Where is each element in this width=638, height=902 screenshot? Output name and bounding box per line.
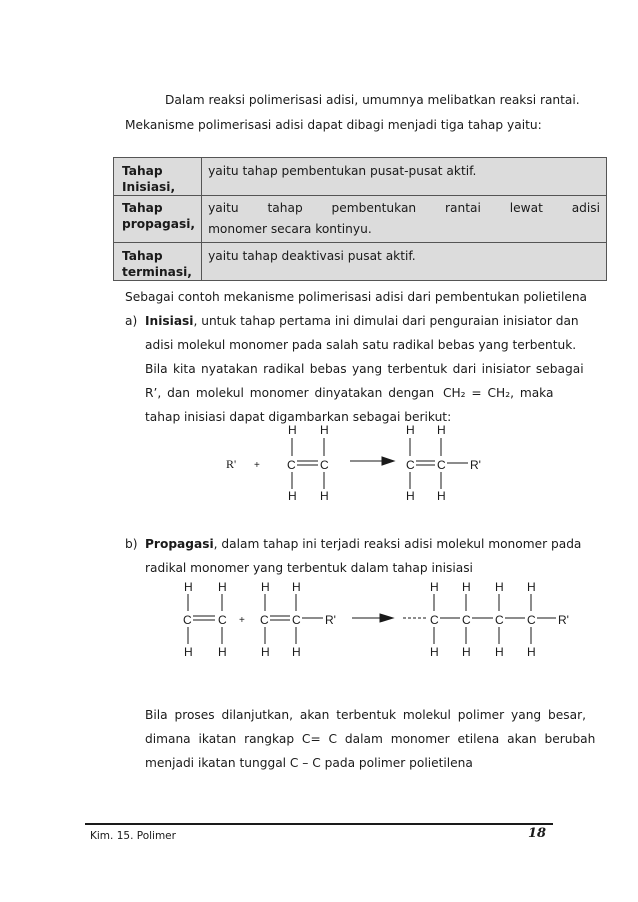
hydrogen-label: H	[527, 645, 536, 659]
footer-module-label: Kim. 15. Polimer	[90, 830, 176, 842]
hydrogen-label: H	[462, 580, 471, 594]
hydrogen-label: H	[495, 580, 504, 594]
step-term: Tahap Inisiasi,	[114, 158, 202, 196]
carbon-label: C	[462, 613, 471, 627]
carbon-label: C	[292, 613, 301, 627]
item-a-line-1-rest: , untuk tahap pertama ini dimulai dari penguraian inisiator dan	[193, 314, 579, 328]
hydrogen-label: H	[406, 489, 415, 503]
carbon-label: C	[287, 458, 296, 472]
ethylene-monomer	[183, 580, 227, 659]
example-lead: Sebagai contoh mekanisme polimerisasi adisi dari pembentukan polietilena	[125, 290, 588, 304]
closing-line-1: Bila proses dilanjutkan, akan terbentuk molekul polimer yang besar,	[145, 708, 586, 722]
radical-r-label: R'	[226, 457, 237, 471]
item-a-line-4a: R’, dan molekul monomer dinyatakan dengan	[145, 386, 435, 400]
carbon-label: C	[437, 458, 446, 472]
item-a-line-3: Bila kita nyatakan radikal bebas yang terbentuk dari inisiator sebagai	[145, 362, 584, 376]
radical-monomer	[260, 580, 336, 659]
closing-line-3: menjadi ikatan tunggal C – C pada polimer polietilena	[145, 756, 473, 770]
step-term: Tahap terminasi,	[114, 243, 202, 281]
radical-r-label: R'	[470, 458, 481, 472]
carbon-label: C	[183, 613, 192, 627]
carbon-label: C	[495, 613, 504, 627]
hydrogen-label: H	[437, 489, 446, 503]
hydrogen-label: H	[430, 580, 439, 594]
carbon-label: C	[218, 613, 227, 627]
carbon-label: C	[430, 613, 439, 627]
hydrogen-label: H	[218, 645, 227, 659]
carbon-label: C	[527, 613, 536, 627]
step-desc-line: monomer secara kontinyu.	[208, 222, 372, 236]
word: yaitu tahap pembentukan rantai lewat adisi	[208, 201, 601, 215]
hydrogen-label: H	[292, 580, 301, 594]
hydrogen-label: H	[495, 645, 504, 659]
hydrogen-label: H	[184, 645, 193, 659]
hydrogen-label: H	[320, 423, 329, 437]
carbon-label: C	[406, 458, 415, 472]
item-a-term: Inisiasi	[145, 314, 194, 328]
hydrogen-label: H	[288, 423, 297, 437]
item-a-line-4b: CH₂ = CH₂, maka	[443, 386, 554, 400]
hydrogen-label: H	[437, 423, 446, 437]
item-b-line-2: radikal monomer yang terbentuk dalam tahap inisiasi	[145, 561, 473, 575]
closing-line-2: dimana ikatan rangkap C= C dalam monomer etilena akan berubah	[145, 732, 596, 746]
carbon-label: C	[320, 458, 329, 472]
item-b-marker: b)	[125, 537, 138, 551]
item-a-line-2: adisi molekul monomer pada salah satu radikal bebas yang terbentuk.	[145, 338, 577, 352]
reaction-arrow-head	[380, 614, 393, 622]
hydrogen-label: H	[288, 489, 297, 503]
page-number: 18	[528, 826, 547, 841]
intro-line-2: Mekanisme polimerisasi adisi dapat dibagi menjadi tiga tahap yaitu:	[125, 118, 542, 132]
item-b-line-1-rest: , dalam tahap ini terjadi reaksi adisi molekul monomer pada	[213, 537, 582, 551]
hydrogen-label: H	[184, 580, 193, 594]
radical-r-label: R'	[325, 613, 336, 627]
hydrogen-label: H	[292, 645, 301, 659]
item-a-line-5: tahap inisiasi dapat digambarkan sebagai berikut:	[145, 410, 452, 424]
hydrogen-label: H	[430, 645, 439, 659]
hydrogen-label: H	[261, 645, 270, 659]
hydrogen-label: H	[218, 580, 227, 594]
carbon-label: C	[260, 613, 269, 627]
hydrogen-label: H	[406, 423, 415, 437]
polymer-chain	[403, 580, 569, 659]
plus-sign: +	[254, 460, 260, 471]
hydrogen-label: H	[527, 580, 536, 594]
step-term: Tahap propagasi,	[114, 196, 202, 243]
plus-sign: +	[239, 615, 245, 626]
item-b-term: Propagasi	[145, 537, 214, 551]
hydrogen-label: H	[261, 580, 270, 594]
hydrogen-label: H	[462, 645, 471, 659]
intro-line-1: Dalam reaksi polimerisasi adisi, umumnya melibatkan reaksi rantai.	[165, 93, 580, 107]
radical-r-label: R'	[558, 613, 569, 627]
footer-divider	[85, 823, 553, 825]
step-desc-line: yaitu tahap deaktivasi pusat aktif.	[208, 249, 416, 263]
item-a-marker: a)	[125, 314, 138, 328]
hydrogen-label: H	[320, 489, 329, 503]
step-desc-line: yaitu tahap pembentukan pusat-pusat aktif.	[208, 164, 477, 178]
